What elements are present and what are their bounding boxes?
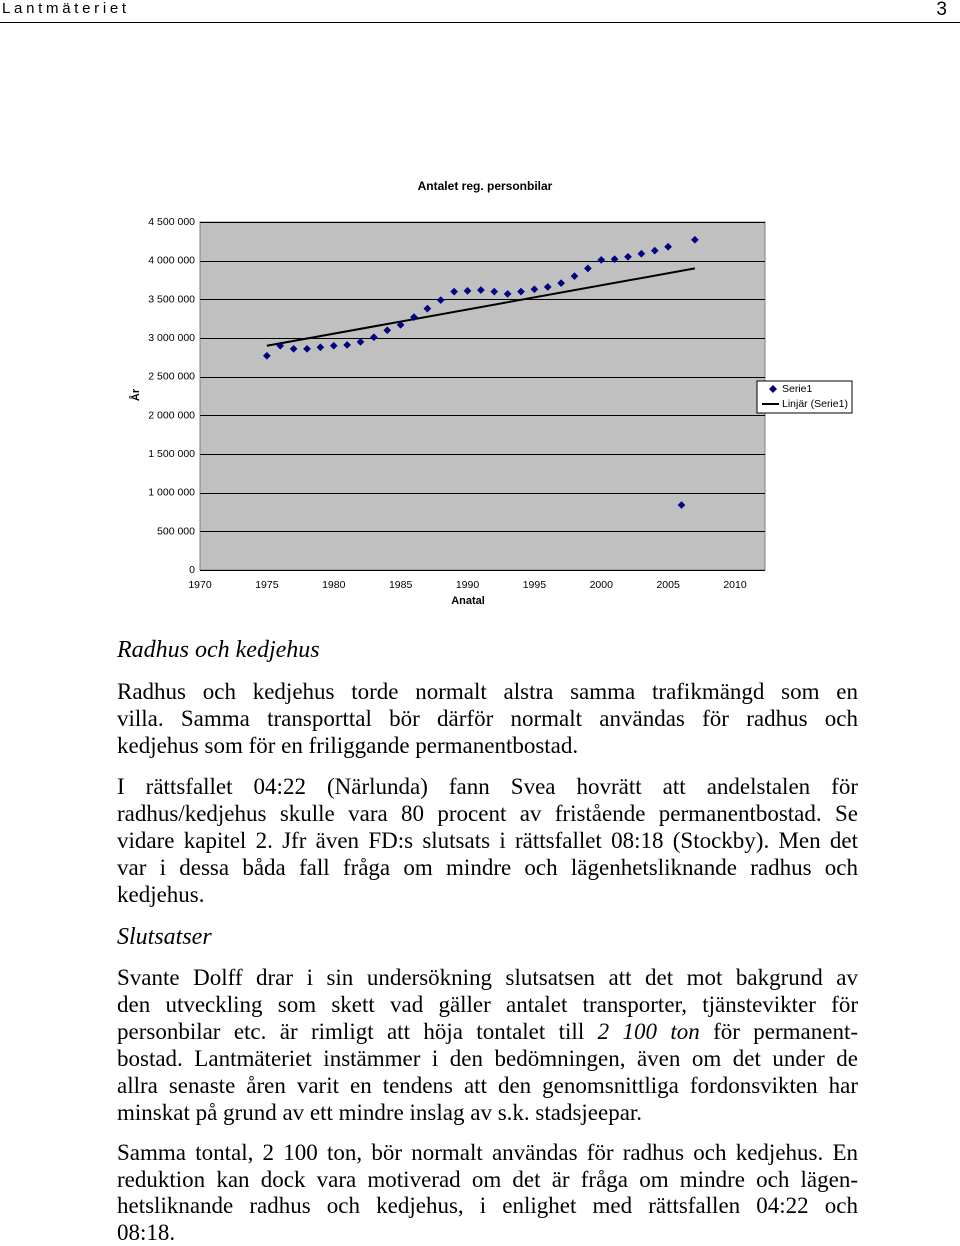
- plot-area: [200, 222, 765, 570]
- text-line: kedjehus som för en friliggande permanentbostad.: [117, 732, 579, 758]
- text-line: kedjehus.: [117, 881, 205, 907]
- text-line: radhus/kedjehus skulle vara 80 procent av fristående permanentbostad. Se: [117, 800, 858, 826]
- x-tick-label: 2000: [589, 579, 613, 591]
- y-axis-title: År: [130, 388, 142, 402]
- text-line: var i dessa båda fall fråga om mindre och lägenhetsliknande radhus och: [117, 854, 858, 880]
- y-tick-label: 500 000: [157, 525, 195, 538]
- text-line: Samma tontal, 2 100 ton, bör normalt användas för radhus och kedjehus. En: [117, 1140, 858, 1165]
- text-line: 08:18.: [117, 1219, 176, 1245]
- text-line: den utveckling som skett vad gäller antalet transporter, tjänstevikter för: [117, 991, 858, 1017]
- text-line: Radhus och kedjehus torde normalt alstra samma trafikmängd som en: [117, 678, 858, 704]
- y-tick-label: 1 000 000: [148, 486, 195, 499]
- page-number: 3: [936, 0, 947, 20]
- y-tick-label: 0: [189, 564, 195, 576]
- paragraph: [117, 964, 858, 1126]
- y-tick-label: 1 500 000: [148, 448, 195, 460]
- x-tick-label: 1980: [322, 579, 346, 591]
- x-tick-label: 1970: [188, 579, 212, 591]
- y-tick-label: 4 000 000: [148, 254, 195, 267]
- header-rule: [0, 22, 960, 23]
- y-tick-label: 3 000 000: [148, 332, 195, 344]
- text-line: allra senaste åren varit en tendens att den genomsnittliga fordonsvikten har: [117, 1072, 858, 1098]
- legend-label-trendline: Linjär (Serie1): [782, 398, 848, 410]
- passenger-car-chart: [0, 160, 960, 620]
- running-title: Lantmäteriet: [2, 0, 130, 17]
- text-line: [117, 1018, 858, 1045]
- paragraph: [117, 773, 858, 908]
- text-segment: för permanent-: [699, 1018, 858, 1044]
- legend: [757, 381, 852, 413]
- y-tick-label: 2 000 000: [148, 409, 195, 422]
- x-tick-label: 2005: [656, 579, 680, 591]
- text-line: vidare kapitel 2. Jfr även FD:s slutsats i rättsfallet 08:18 (Stockby). Men det: [117, 827, 858, 853]
- text-line: minskat på grund av ett mindre inslag av s.k. stadsjeepar.: [117, 1099, 643, 1125]
- y-tick-label: 3 500 000: [148, 293, 195, 306]
- paragraph: [117, 1140, 858, 1246]
- text-line: I rättsfallet 04:22 (Närlunda) fann Svea hovrätt att andelstalen för: [117, 773, 858, 799]
- text-line: reduktion kan dock vara motiverad om det är fråga om mindre och lägen-: [117, 1166, 858, 1192]
- x-tick-label: 2010: [723, 579, 747, 591]
- y-tick-label: 4 500 000: [148, 216, 195, 228]
- y-tick-label: 2 500 000: [148, 370, 195, 383]
- x-tick-label: 1985: [388, 579, 413, 591]
- chart-title: Antalet reg. personbilar: [417, 179, 553, 193]
- x-tick-label: 1995: [522, 579, 547, 591]
- section-heading-radhus: Radhus och kedjehus: [117, 637, 320, 663]
- legend-label-serie1: Serie1: [782, 383, 813, 395]
- paragraph: [117, 678, 858, 759]
- x-tick-label: 1990: [455, 579, 480, 591]
- text-line: hetsliknande radhus och kedjehus, i enlighet med rättsfallen 04:22 och: [117, 1193, 858, 1218]
- x-axis-title: Anatal: [451, 595, 485, 607]
- text-segment: personbilar etc. är rimligt att höja tontalet till: [117, 1018, 598, 1044]
- x-tick-label: 1975: [255, 579, 279, 591]
- text-line: villa. Samma transporttal bör därför normalt användas för radhus och: [117, 705, 858, 731]
- emphasized-tonnage: 2 100 ton: [597, 1018, 700, 1044]
- section-heading-slutsatser: Slutsatser: [117, 924, 212, 950]
- text-line: bostad. Lantmäteriet instämmer i den bedömningen, även om det under de: [117, 1045, 858, 1071]
- text-line: Svante Dolff drar i sin undersökning slutsatsen att det mot bakgrund av: [117, 964, 858, 990]
